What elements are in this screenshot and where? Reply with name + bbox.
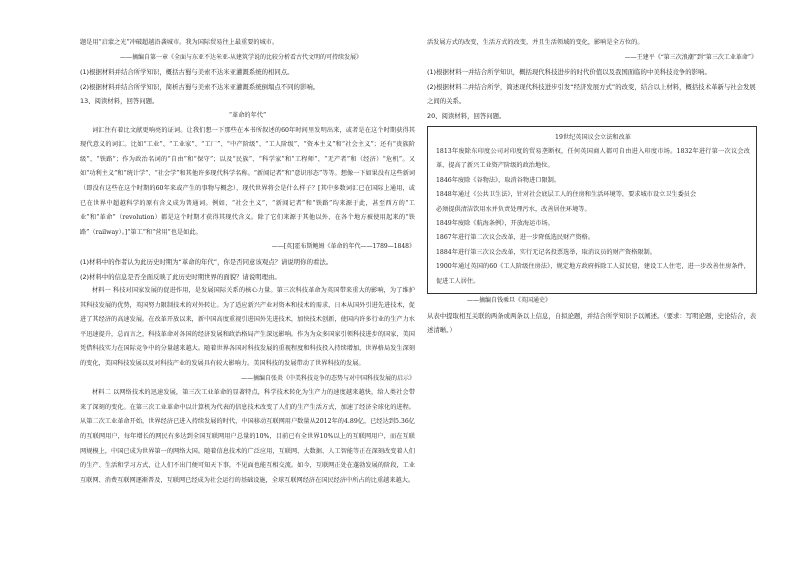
q19-part-2: (2)根据材料二并结合所学，简述现代科技进步引发“经济发展方式”的改变，结合以上材料，概括技术革新与社会发展之间的关系。 <box>427 82 756 106</box>
q19-material-2: 材料二 以网络技术的迅速发展，第三次工业革命的显著特点，科学技术转化为生产力的速度越来越快，给人类社会带来了深刻的变化。在第三次工业革命中以计算机为代表的信息技术改变了人们的生产生活方式，加速了经济全球化的进程。从第二次工业革命开始，世界经济已进入持续发展的时代，中国移动互联网用户数量从2012年的4.89亿，已经达到5.36亿的互联网用户，每年增长的网民有多达到全国互联网用户总量的10%，目前已有全世界10%以上的互联网用户，而在互联网规模上，中国已成为世界第一的网络大国。随着信息技术的广泛应用，互联网、大数据、人工智能等正在深刻改变着人们的生产、生活和学习方式，让人们不出门便可知天下事，不见面也能互相交流。如今，互联网正处在蓬勃发展的阶段，工业互联网、消费互联网逐渐普及，互联网已经成为社会运行的基础设施，全球互联网经济在国民经济中所占的比重越来越大。 <box>80 389 415 484</box>
intro-line: 题是用“启蒙之光”冲破超越沿袭城市。我为国际贸易往上最重要的城市。 <box>80 39 279 46</box>
q19-material-1-source: ——摘编自张炎《中美科技竞争的态势与对中国科技发展的启示》 <box>240 374 415 382</box>
q13-header: 13、阅读材料，回答问题。 <box>80 97 159 106</box>
q20-header: 20、阅读材料，回答问题。 <box>427 111 506 120</box>
box-item: 1900年通过英国的60《工人阶级住房法》，规定地方政府拆除工人贫民窟，建设工人住宅，进一步改善住房条件，促进工人居住。 <box>436 263 750 285</box>
q13-title: “革命的年代” <box>228 111 267 119</box>
q12-part-1: (1)根据材料并结合所学知识，概括古蜀与美索不达米亚灌溉系统的相同点。 <box>80 68 294 77</box>
box-item: 1867年进行第二次议会改革，进一步降低选民财产资格。 <box>436 234 595 242</box>
left-column <box>80 36 415 488</box>
q13-source: ——[英]霍布斯鲍姆《革命的年代——1789—1848》 <box>271 243 415 251</box>
q13-part-2: (2)材料中的信息是否全面反映了此历史时期世界的面貌？请说明理由。 <box>80 272 281 281</box>
q20-task: 从表中提取相互关联的两条或两条以上信息，自拟论题，并结合所学知识予以阐述。（要求：写明论题，史论结合，表述清晰。） <box>427 311 757 335</box>
intro-source: ——摘编自第一章《全面与东亚不达米亚-从建筑学说的比较分析看古代文明的可持续发展》 <box>120 53 363 61</box>
box-item: 1884年进行第三次议会改革，实行无记名投票选举，取消议员的财产资格限制。 <box>436 248 656 256</box>
right-top-line: 活发展方式的改变，生活方式的改变，并且生活领域的变化，影响是全方位的。 <box>427 39 644 46</box>
right-top-source: ——王建平《“第三次浪潮”到“第三次工业革命”》 <box>624 53 757 61</box>
q13-body: 词汇往有着比文献更响亮的证词。让我们想一下那些在本书所叙述的60年时间里发明出来，或者是在这个时期获得其现代意义的词汇。比如“工业”、“工业家”、“工厂”、“中产阶级”、“工人阶级”、“资本主义”和“社会主义”；还有“贵族阶级”、“铁路”；作为政治名词的“自由”和“保守”；以及“民族”、“科学家”和“工程师”、“无产者”和（经济）“危机”。又如“功利主义”和“统计学”、“社会学”和其他许多现代科学名称。“新闻记者”和“意识形态”等等。想像一下如果没有这些新词（即没有这些在这个时期的60年来或产生的事物与概念），现代世界将会是什么样子？[其中多数词汇已在国际上通用，或已在世界中超越科学的原有含义成为普通词。例如，“社会主义”，“新闻记者”和“铁路”均来源于此，甚至西方的“工业”和“革命”（revolution）都是这个时期才获得其现代含义。除了它们来源于其他以外，在各个地方被使用起来的“铁路”（railway）。]“第工”和“营用”也是如此。 <box>80 126 415 236</box>
box-source: ——摘编自钱乘旦《英国通史》 <box>467 297 552 305</box>
box-item: 必须提供清洁饮用水并负责处理污水，改善居住环境等。 <box>436 205 591 213</box>
box-item: 1813年废除东印度公司对印度的贸易垄断权，任何英国商人都可自由进入印度市场。1832年进行第一次议会改革，提高了新兴工业资产阶级的政治地位。 <box>436 147 750 170</box>
q19-material-1: 材料一 科技对国家发展的促进作用，是发展国际关系的核心力量。第三次科技革命为英国带来重大的影响，为了维护其科技发展的优势，英国努力限制技术的对外转让。为了适应新兴产业对资本和技术的需求，日本从国外引进先进技术，促进了其经济的高速发展。在改革开放以来，新中国高度重视引进国外先进技术，加快技术创新，使国内许多行业的生产力水平迅速提升，总而言之，科技革命对各国的经济发展和政治格局产生深远影响。作为为众多国家引领科技进步的国家，美国凭借科技实力在国际竞争中的分量越来越大。随着世界各国对科技发展的重视程度和科技投入持续增加，世界格局发生深刻的变化，美国科技发展以及对科技产业的发展具有较大影响力。美国科技的发展带动了世界科技的发展。 <box>80 287 415 368</box>
box-item: 1846年废除《谷物法》，取消谷物进口限制。 <box>436 176 561 184</box>
right-column <box>427 36 757 338</box>
q19-part-1: (1)根据材料一并结合所学知识，概括现代科技进步的时代价值以及我国面临的中美科技竞争的影响。 <box>427 68 711 77</box>
q12-part-2: (2)根据材料并结合所学知识，简析古蜀与美索不达米亚灌溉系统倒塌点不同的影响。 <box>80 82 320 91</box>
box-item: 1848年通过《公共卫生法》，针对社会底层工人的住房和生活环境等，要求城市设立卫生委员会 <box>436 191 697 199</box>
box-title: 19世纪英国议会立法和改革 <box>555 133 631 141</box>
q13-part-1: (1)材料中的作者认为此历史时期为“革命的年代”，你是否同意该观点？请说明你的看法。 <box>80 257 333 266</box>
box-item: 1849年废除《航海条例》，开放海运市场。 <box>436 220 554 227</box>
q20-material-box <box>427 126 757 294</box>
